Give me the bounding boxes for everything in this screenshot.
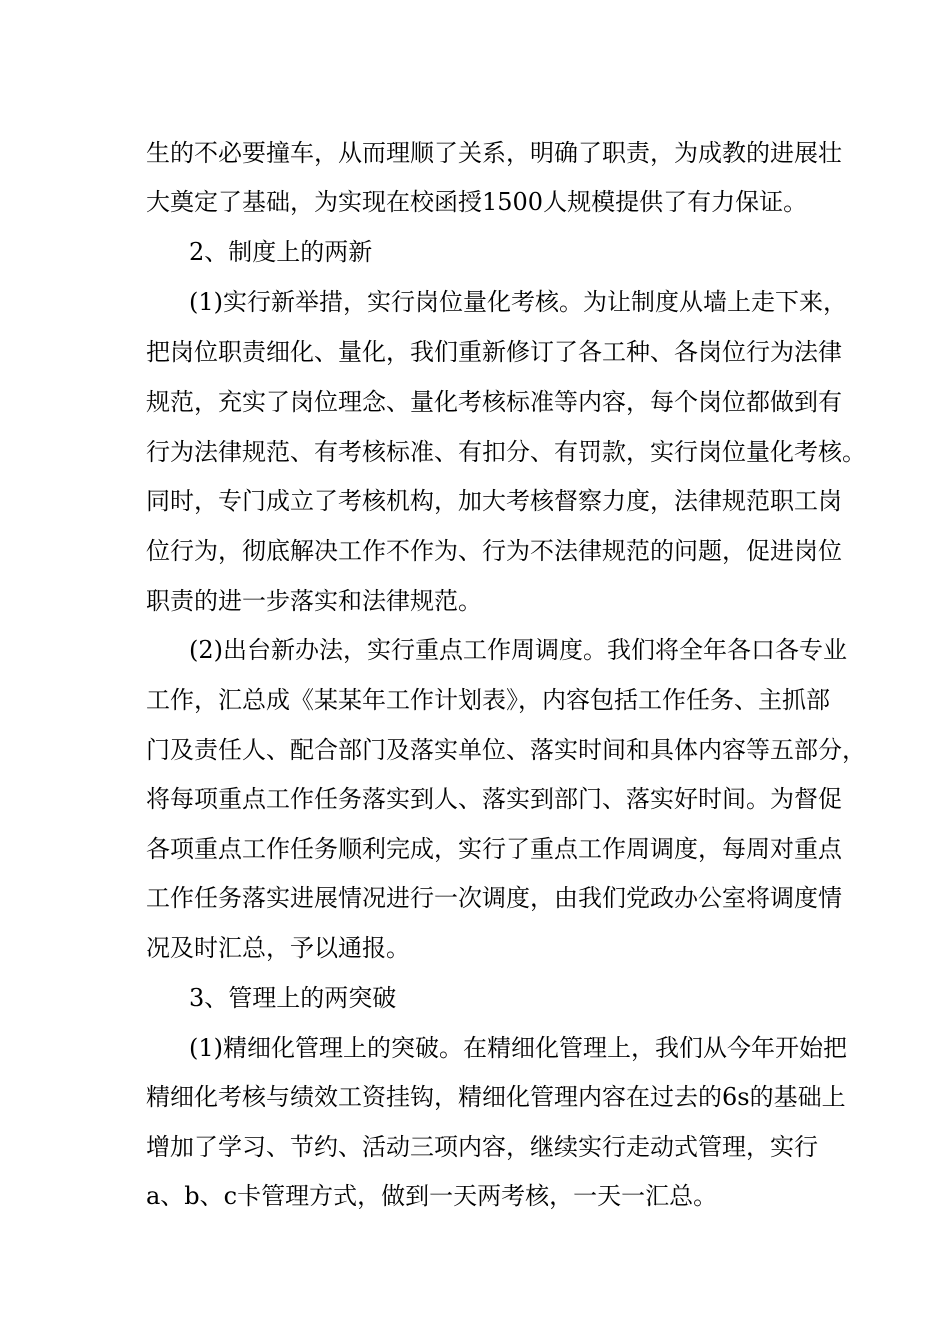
text-line: 各项重点工作任务顺利完成，实行了重点工作周调度，每周对重点 [146, 835, 842, 863]
text-line: 将每项重点工作任务落实到人、落实到部门、落实好时间。为督促 [146, 785, 842, 813]
text-line: 增加了学习、节约、活动三项内容，继续实行走动式管理，实行 [146, 1133, 818, 1161]
text-line: 工作，汇总成《某某年工作计划表》，内容包括工作任务、主抓部 [146, 686, 830, 714]
text-line: 门及责任人、配合部门及落实单位、落实时间和具体内容等五部分， [146, 736, 866, 764]
text-line: 把岗位职责细化、量化，我们重新修订了各工种、各岗位行为法律 [146, 338, 842, 366]
text-line: a、b、c卡管理方式，做到一天两考核，一天一汇总。 [146, 1182, 718, 1210]
text-line: 位行为，彻底解决工作不作为、行为不法律规范的问题，促进岗位 [146, 537, 842, 565]
text-line: 行为法律规范、有考核标准、有扣分、有罚款，实行岗位量化考核。 [146, 438, 866, 466]
text-line: 精细化考核与绩效工资挂钩，精细化管理内容在过去的6s的基础上 [146, 1083, 846, 1111]
text-line: 生的不必要撞车，从而理顺了关系，明确了职责，为成教的进展壮 [146, 139, 842, 167]
text-line: (1)实行新举措，实行岗位量化考核。为让制度从墙上走下来， [189, 288, 847, 316]
text-line: (2)出台新办法，实行重点工作周调度。我们将全年各口各专业 [189, 636, 847, 664]
text-line: 大奠定了基础，为实现在校函授1500人规模提供了有力保证。 [146, 188, 808, 216]
section-heading: 3、管理上的两突破 [189, 984, 397, 1012]
text-line: (1)精细化管理上的突破。在精细化管理上，我们从今年开始把 [189, 1034, 847, 1062]
section-heading: 2、制度上的两新 [189, 238, 373, 266]
text-line: 同时，专门成立了考核机构，加大考核督察力度，法律规范职工岗 [146, 487, 842, 515]
text-line: 况及时汇总，予以通报。 [146, 934, 410, 962]
text-line: 规范，充实了岗位理念、量化考核标准等内容，每个岗位都做到有 [146, 388, 842, 416]
text-line: 职责的进一步落实和法律规范。 [146, 587, 482, 615]
text-line: 工作任务落实进展情况进行一次调度，由我们党政办公室将调度情 [146, 884, 842, 912]
